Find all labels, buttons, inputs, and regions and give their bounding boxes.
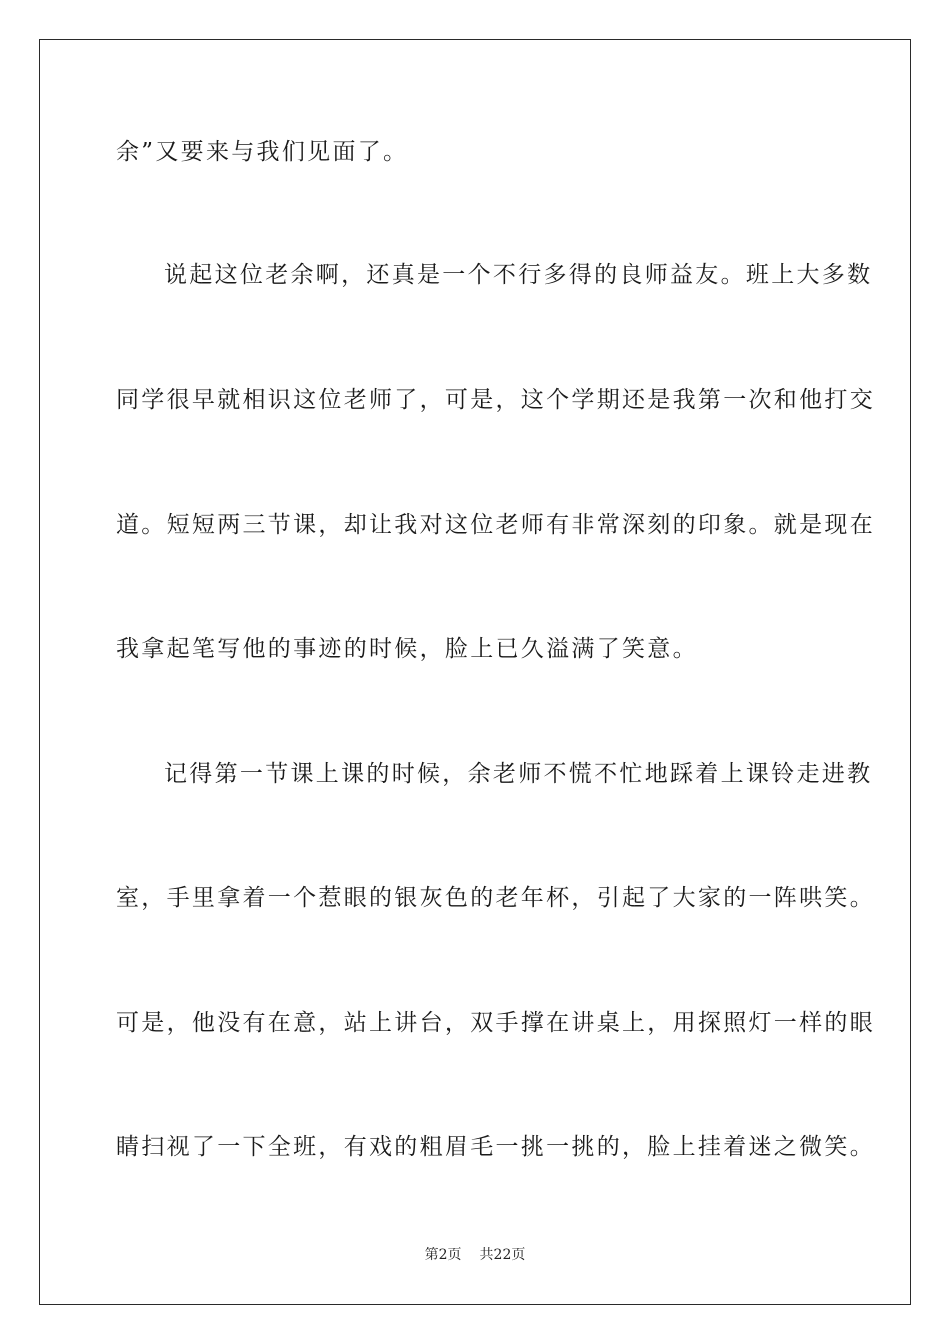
text-line-1: 余”又要来与我们见面了。 bbox=[116, 139, 409, 165]
text-line-3: 同学很早就相识这位老师了，可是，这个学期还是我第一次和他打交 bbox=[116, 387, 875, 413]
text-line-8: 可是，他没有在意，站上讲台，双手撑在讲桌上，用探照灯一样的眼 bbox=[116, 1010, 875, 1036]
total-pages: 共22页 bbox=[479, 1247, 526, 1263]
text-line-7: 室，手里拿着一个惹眼的银灰色的老年杯，引起了大家的一阵哄笑。 bbox=[116, 885, 875, 911]
text-line-5: 我拿起笔写他的事迹的时候，脸上已久溢满了笑意。 bbox=[116, 636, 698, 662]
text-line-4: 道。短短两三节课，却让我对这位老师有非常深刻的印象。就是现在 bbox=[116, 512, 875, 538]
text-line-9: 睛扫视了一下全班，有戏的粗眉毛一挑一挑的，脸上挂着迷之微笑。 bbox=[116, 1134, 875, 1160]
page-border bbox=[39, 39, 911, 1305]
page-number: 第2页 bbox=[424, 1247, 462, 1263]
text-line-6: 记得第一节课上课的时候，余老师不慌不忙地踩着上课铃走进教 bbox=[164, 761, 873, 787]
page-footer bbox=[0, 1246, 950, 1264]
text-line-2: 说起这位老余啊，还真是一个不行多得的良师益友。班上大多数 bbox=[164, 262, 873, 288]
